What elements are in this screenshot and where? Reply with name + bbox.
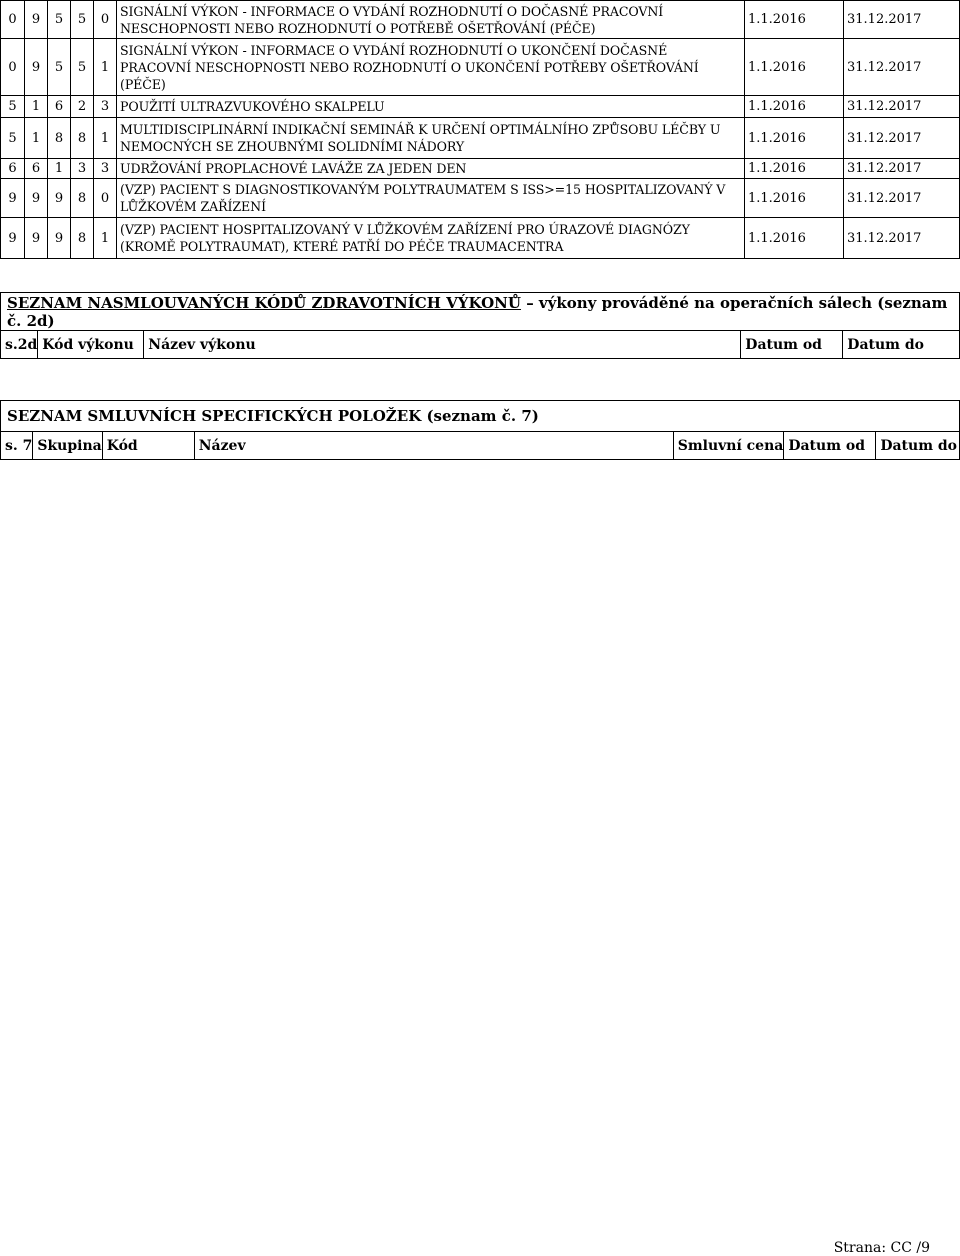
column-header: Datum od: [741, 331, 843, 359]
column-header: Název: [194, 432, 673, 460]
section-2d-table: [0, 292, 960, 359]
code-digit: 6: [25, 159, 48, 179]
code-digit: 2: [71, 96, 94, 118]
column-header: s. 7: [1, 432, 33, 460]
code-digit: 0: [94, 1, 117, 39]
procedure-name: UDRŽOVÁNÍ PROPLACHOVÉ LAVÁŽE ZA JEDEN DEN: [117, 159, 745, 179]
code-digit: 6: [48, 96, 71, 118]
code-digit: 8: [48, 118, 71, 159]
code-digit: 1: [94, 118, 117, 159]
code-digit: 1: [94, 218, 117, 259]
code-digit: 9: [1, 218, 25, 259]
section-7-table: [0, 400, 960, 460]
code-digit: 5: [1, 118, 25, 159]
code-digit: 0: [1, 39, 25, 96]
table-row: [1, 179, 960, 218]
code-digit: 9: [25, 1, 48, 39]
column-header: Skupina: [33, 432, 102, 460]
code-digit: 5: [48, 39, 71, 96]
date-to: 31.12.2017: [844, 118, 960, 159]
code-digit: 9: [25, 39, 48, 96]
date-from: 1.1.2016: [745, 1, 844, 39]
section-2d-header-row: [1, 331, 960, 359]
column-header: Kód: [102, 432, 194, 460]
code-digit: 9: [1, 179, 25, 218]
code-digit: 3: [94, 159, 117, 179]
column-header: Datum do: [843, 331, 960, 359]
column-header: Datum do: [876, 432, 960, 460]
column-header: s.2d: [1, 331, 38, 359]
column-header: Datum od: [784, 432, 876, 460]
code-digit: 1: [94, 39, 117, 96]
code-digit: 1: [48, 159, 71, 179]
date-to: 31.12.2017: [844, 159, 960, 179]
code-digit: 1: [25, 96, 48, 118]
date-to: 31.12.2017: [844, 39, 960, 96]
code-digit: 6: [1, 159, 25, 179]
section-7-title: SEZNAM SMLUVNÍCH SPECIFICKÝCH POLOŽEK (seznam č. 7): [1, 401, 960, 432]
table-row: [1, 159, 960, 179]
table-row: [1, 96, 960, 118]
section-2d-title-main: SEZNAM NASMLOUVANÝCH KÓDŮ ZDRAVOTNÍCH VÝKONŮ: [7, 293, 521, 312]
code-digit: 0: [94, 179, 117, 218]
procedure-name: (VZP) PACIENT HOSPITALIZOVANÝ V LŮŽKOVÉM ZAŘÍZENÍ PRO ÚRAZOVÉ DIAGNÓZY (KROMĚ POLYTRAUMAT), KTERÉ PATŘÍ DO PÉČE TRAUMACENTRA: [117, 218, 745, 259]
code-digit: 5: [71, 39, 94, 96]
code-digit: 9: [48, 218, 71, 259]
code-digit: 5: [48, 1, 71, 39]
table-row: [1, 118, 960, 159]
procedure-name: SIGNÁLNÍ VÝKON - INFORMACE O VYDÁNÍ ROZHODNUTÍ O UKONČENÍ DOČASNÉ PRACOVNÍ NESCHOPNOSTI NEBO ROZHODNUTÍ O UKONČENÍ POTŘEBY OŠETŘOVÁNÍ (PÉČE): [117, 39, 745, 96]
procedure-name: (VZP) PACIENT S DIAGNOSTIKOVANÝM POLYTRAUMATEM S ISS>=15 HOSPITALIZOVANÝ V LŮŽKOVÉM ZAŘÍZENÍ: [117, 179, 745, 218]
table-row: [1, 218, 960, 259]
column-header: Smluvní cena: [673, 432, 784, 460]
column-header: Kód výkonu: [38, 331, 144, 359]
code-digit: 3: [71, 159, 94, 179]
date-to: 31.12.2017: [844, 96, 960, 118]
procedure-name: SIGNÁLNÍ VÝKON - INFORMACE O VYDÁNÍ ROZHODNUTÍ O DOČASNÉ PRACOVNÍ NESCHOPNOSTI NEBO ROZHODNUTÍ O POTŘEBĚ OŠETŘOVÁNÍ (PÉČE): [117, 1, 745, 39]
code-digit: 0: [1, 1, 25, 39]
date-from: 1.1.2016: [745, 96, 844, 118]
code-digit: 9: [48, 179, 71, 218]
section-7-header-row: [1, 432, 960, 460]
table-row: [1, 39, 960, 96]
code-digit: 5: [1, 96, 25, 118]
date-from: 1.1.2016: [745, 179, 844, 218]
section-2d-title: [1, 293, 960, 331]
code-digit: 5: [71, 1, 94, 39]
page-number: Strana: CC /9: [833, 1240, 930, 1256]
code-digit: 8: [71, 118, 94, 159]
code-digit: 3: [94, 96, 117, 118]
date-from: 1.1.2016: [745, 39, 844, 96]
date-from: 1.1.2016: [745, 159, 844, 179]
date-from: 1.1.2016: [745, 218, 844, 259]
date-to: 31.12.2017: [844, 179, 960, 218]
date-to: 31.12.2017: [844, 1, 960, 39]
procedure-name: MULTIDISCIPLINÁRNÍ INDIKAČNÍ SEMINÁŘ K URČENÍ OPTIMÁLNÍHO ZPŮSOBU LÉČBY U NEMOCNÝCH SE ZHOUBNÝMI SOLIDNÍMI NÁDORY: [117, 118, 745, 159]
section-2d-title-dash: –: [520, 293, 539, 312]
column-header: Název výkonu: [144, 331, 741, 359]
code-digit: 1: [25, 118, 48, 159]
code-digit: 9: [25, 179, 48, 218]
code-digit: 8: [71, 218, 94, 259]
code-digit: 8: [71, 179, 94, 218]
procedures-table: [0, 0, 960, 259]
code-digit: 9: [25, 218, 48, 259]
table-row: [1, 1, 960, 39]
procedure-name: POUŽITÍ ULTRAZVUKOVÉHO SKALPELU: [117, 96, 745, 118]
date-from: 1.1.2016: [745, 118, 844, 159]
section-2d-title-sub: výkony prováděné na operačních sálech (seznam č. 2d): [7, 293, 948, 330]
date-to: 31.12.2017: [844, 218, 960, 259]
